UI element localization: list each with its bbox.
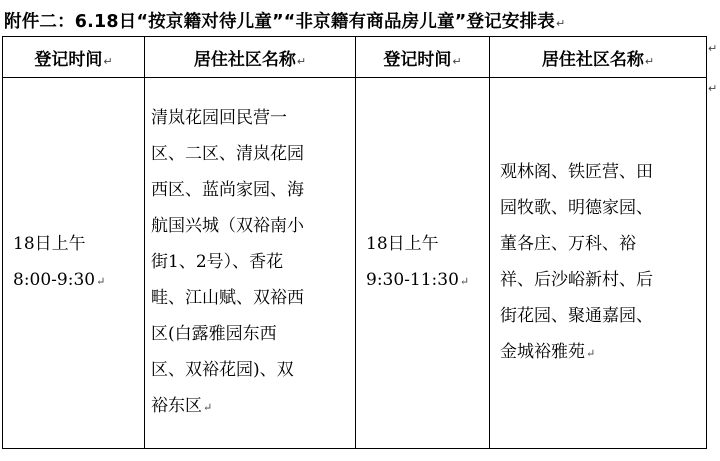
paragraph-mark-icon: ↵ (296, 54, 307, 68)
paragraph-mark-icon: ↵ (103, 54, 113, 68)
registration-time-cell-2 (356, 78, 490, 449)
header-text: 居住社区名称 (541, 49, 644, 70)
paragraph-mark-icon: ↵ (586, 347, 596, 360)
paragraph-mark-icon: ↵ (555, 17, 566, 30)
community-text: 观林阁、铁匠营、田 园牧歌、明德家园、 董各庄、万科、裕 祥、后沙峪新村、后 街花园、聚通嘉园、 金城裕雅苑 (500, 162, 653, 362)
header-community-name-2 (490, 37, 707, 78)
paragraph-mark-icon: ↵ (708, 82, 718, 95)
community-list-cell-2 (490, 78, 707, 449)
paragraph-mark-icon: ↵ (203, 401, 213, 414)
paragraph-mark-icon: ↵ (708, 42, 718, 55)
time-text: 18日上午 8:00-9:30 (13, 234, 96, 290)
header-text: 登记时间 (383, 49, 452, 70)
community-list-cell-1 (145, 78, 356, 449)
header-registration-time-1 (3, 37, 145, 78)
title-text: 附件二：6.18日“按京籍对待儿童”“非京籍有商品房儿童”登记安排表 (4, 12, 555, 32)
document-title (4, 8, 565, 33)
paragraph-mark-icon: ↵ (459, 275, 470, 288)
time-text: 18日上午 9:30-11:30 (366, 234, 459, 290)
community-text: 清岚花园回民营一 区、二区、清岚花园 西区、蓝尚家园、海 航国兴城（双裕南小 街1、2号）、香花 畦、江山赋、双裕西 区(白露雅园东西 区、双裕花园)、双 裕东区 (151, 108, 304, 416)
paragraph-mark-icon: ↵ (644, 54, 655, 68)
table-row (3, 78, 707, 449)
paragraph-mark-icon: ↵ (452, 54, 462, 68)
table-header-row (3, 37, 707, 78)
header-text: 居住社区名称 (193, 49, 296, 70)
header-community-name-1 (145, 37, 356, 78)
paragraph-mark-icon: ↵ (96, 275, 106, 288)
header-registration-time-2 (356, 37, 490, 78)
registration-time-cell-1 (3, 78, 145, 449)
header-text: 登记时间 (34, 49, 103, 70)
registration-schedule-table (2, 36, 707, 449)
